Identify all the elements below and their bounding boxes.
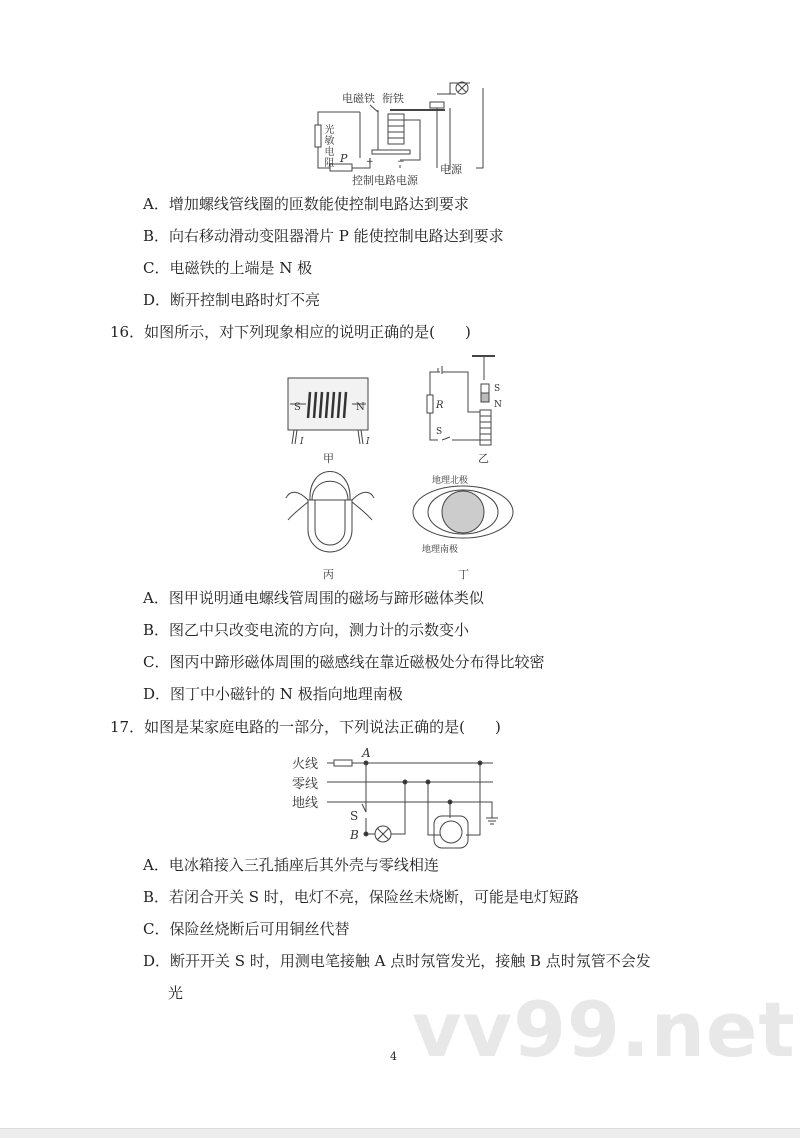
- label-bing: 丙: [323, 568, 334, 580]
- label-switch-s: S: [350, 809, 359, 823]
- label-yi: 乙: [478, 452, 489, 465]
- label-magnet-n: N: [494, 400, 502, 410]
- label-r: R: [436, 400, 444, 411]
- q17-option-a: A．电冰箱接入三孔插座后其外壳与零线相连: [143, 856, 439, 874]
- label-switch: S: [436, 427, 443, 437]
- label-ding: 丁: [458, 568, 469, 580]
- q16-option-d: D．图丁中小磁针的 N 极指向地理南极: [143, 685, 403, 703]
- label-live-wire: 火线: [292, 757, 319, 772]
- label-electromagnet: 电磁铁: [342, 92, 375, 105]
- label-point-b: B: [350, 828, 359, 842]
- plus-sign: +: [366, 157, 374, 167]
- q16-option-a: A．图甲说明通电螺线管周围的磁场与蹄形磁体类似: [143, 589, 484, 607]
- q17-stem: 17．如图是某家庭电路的一部分，下列说法正确的是( ): [110, 718, 501, 736]
- q16-option-b: B．图乙中只改变电流的方向，测力计的示数变小: [143, 621, 470, 639]
- label-neutral-wire: 零线: [292, 777, 319, 792]
- q16-stem: 16．如图所示，对下列现象相应的说明正确的是( ): [110, 323, 471, 341]
- label-n: N: [356, 402, 365, 413]
- label-geographic-south: 地理南极: [422, 545, 459, 555]
- q15-option-a: A．增加螺线管线圈的匝数能使控制电路达到要求: [143, 195, 469, 213]
- q15-option-b: B．向右移动滑动变阻器滑片 P 能使控制电路达到要求: [143, 227, 504, 245]
- label-armature: 衔铁: [382, 92, 404, 105]
- q17-option-d: D．断开开关 S 时，用测电笔接触 A 点时氖管发光，接触 B 点时氖管不会发: [143, 952, 651, 970]
- label-slider-p: P: [340, 152, 348, 165]
- label-jia: 甲: [323, 452, 334, 465]
- label-power: 电源: [440, 163, 462, 176]
- q17-option-d-continuation: 光: [168, 984, 184, 1002]
- label-current-right: I: [366, 437, 370, 447]
- label-current-left: I: [300, 437, 304, 447]
- label-ground-wire: 地线: [292, 796, 319, 811]
- q17-option-c: C．保险丝烧断后可用铜丝代替: [143, 920, 350, 938]
- q17-option-b: B．若闭合开关 S 时，电灯不亮，保险丝未烧断，可能是电灯短路: [143, 888, 579, 906]
- q16-magnetism-figures: [270, 350, 530, 580]
- label-photoresistor: 光敏电阻: [322, 124, 333, 168]
- label-magnet-s: S: [494, 384, 501, 394]
- minus-sign: −: [397, 157, 405, 167]
- page-number: 4: [390, 1050, 397, 1063]
- q15-option-d: D．断开控制电路时灯不亮: [143, 291, 321, 309]
- label-geographic-north: 地理北极: [432, 476, 469, 486]
- q17-household-circuit-figure: [270, 740, 510, 850]
- q16-option-c: C．图丙中蹄形磁体周围的磁感线在靠近磁极处分布得比较密: [143, 653, 545, 671]
- label-point-a: A: [362, 746, 371, 760]
- label-control-power: 控制电路电源: [352, 174, 418, 187]
- q15-option-c: C．电磁铁的上端是 N 极: [143, 259, 313, 277]
- watermark: vv99.net: [412, 985, 796, 1074]
- label-s: S: [294, 402, 301, 413]
